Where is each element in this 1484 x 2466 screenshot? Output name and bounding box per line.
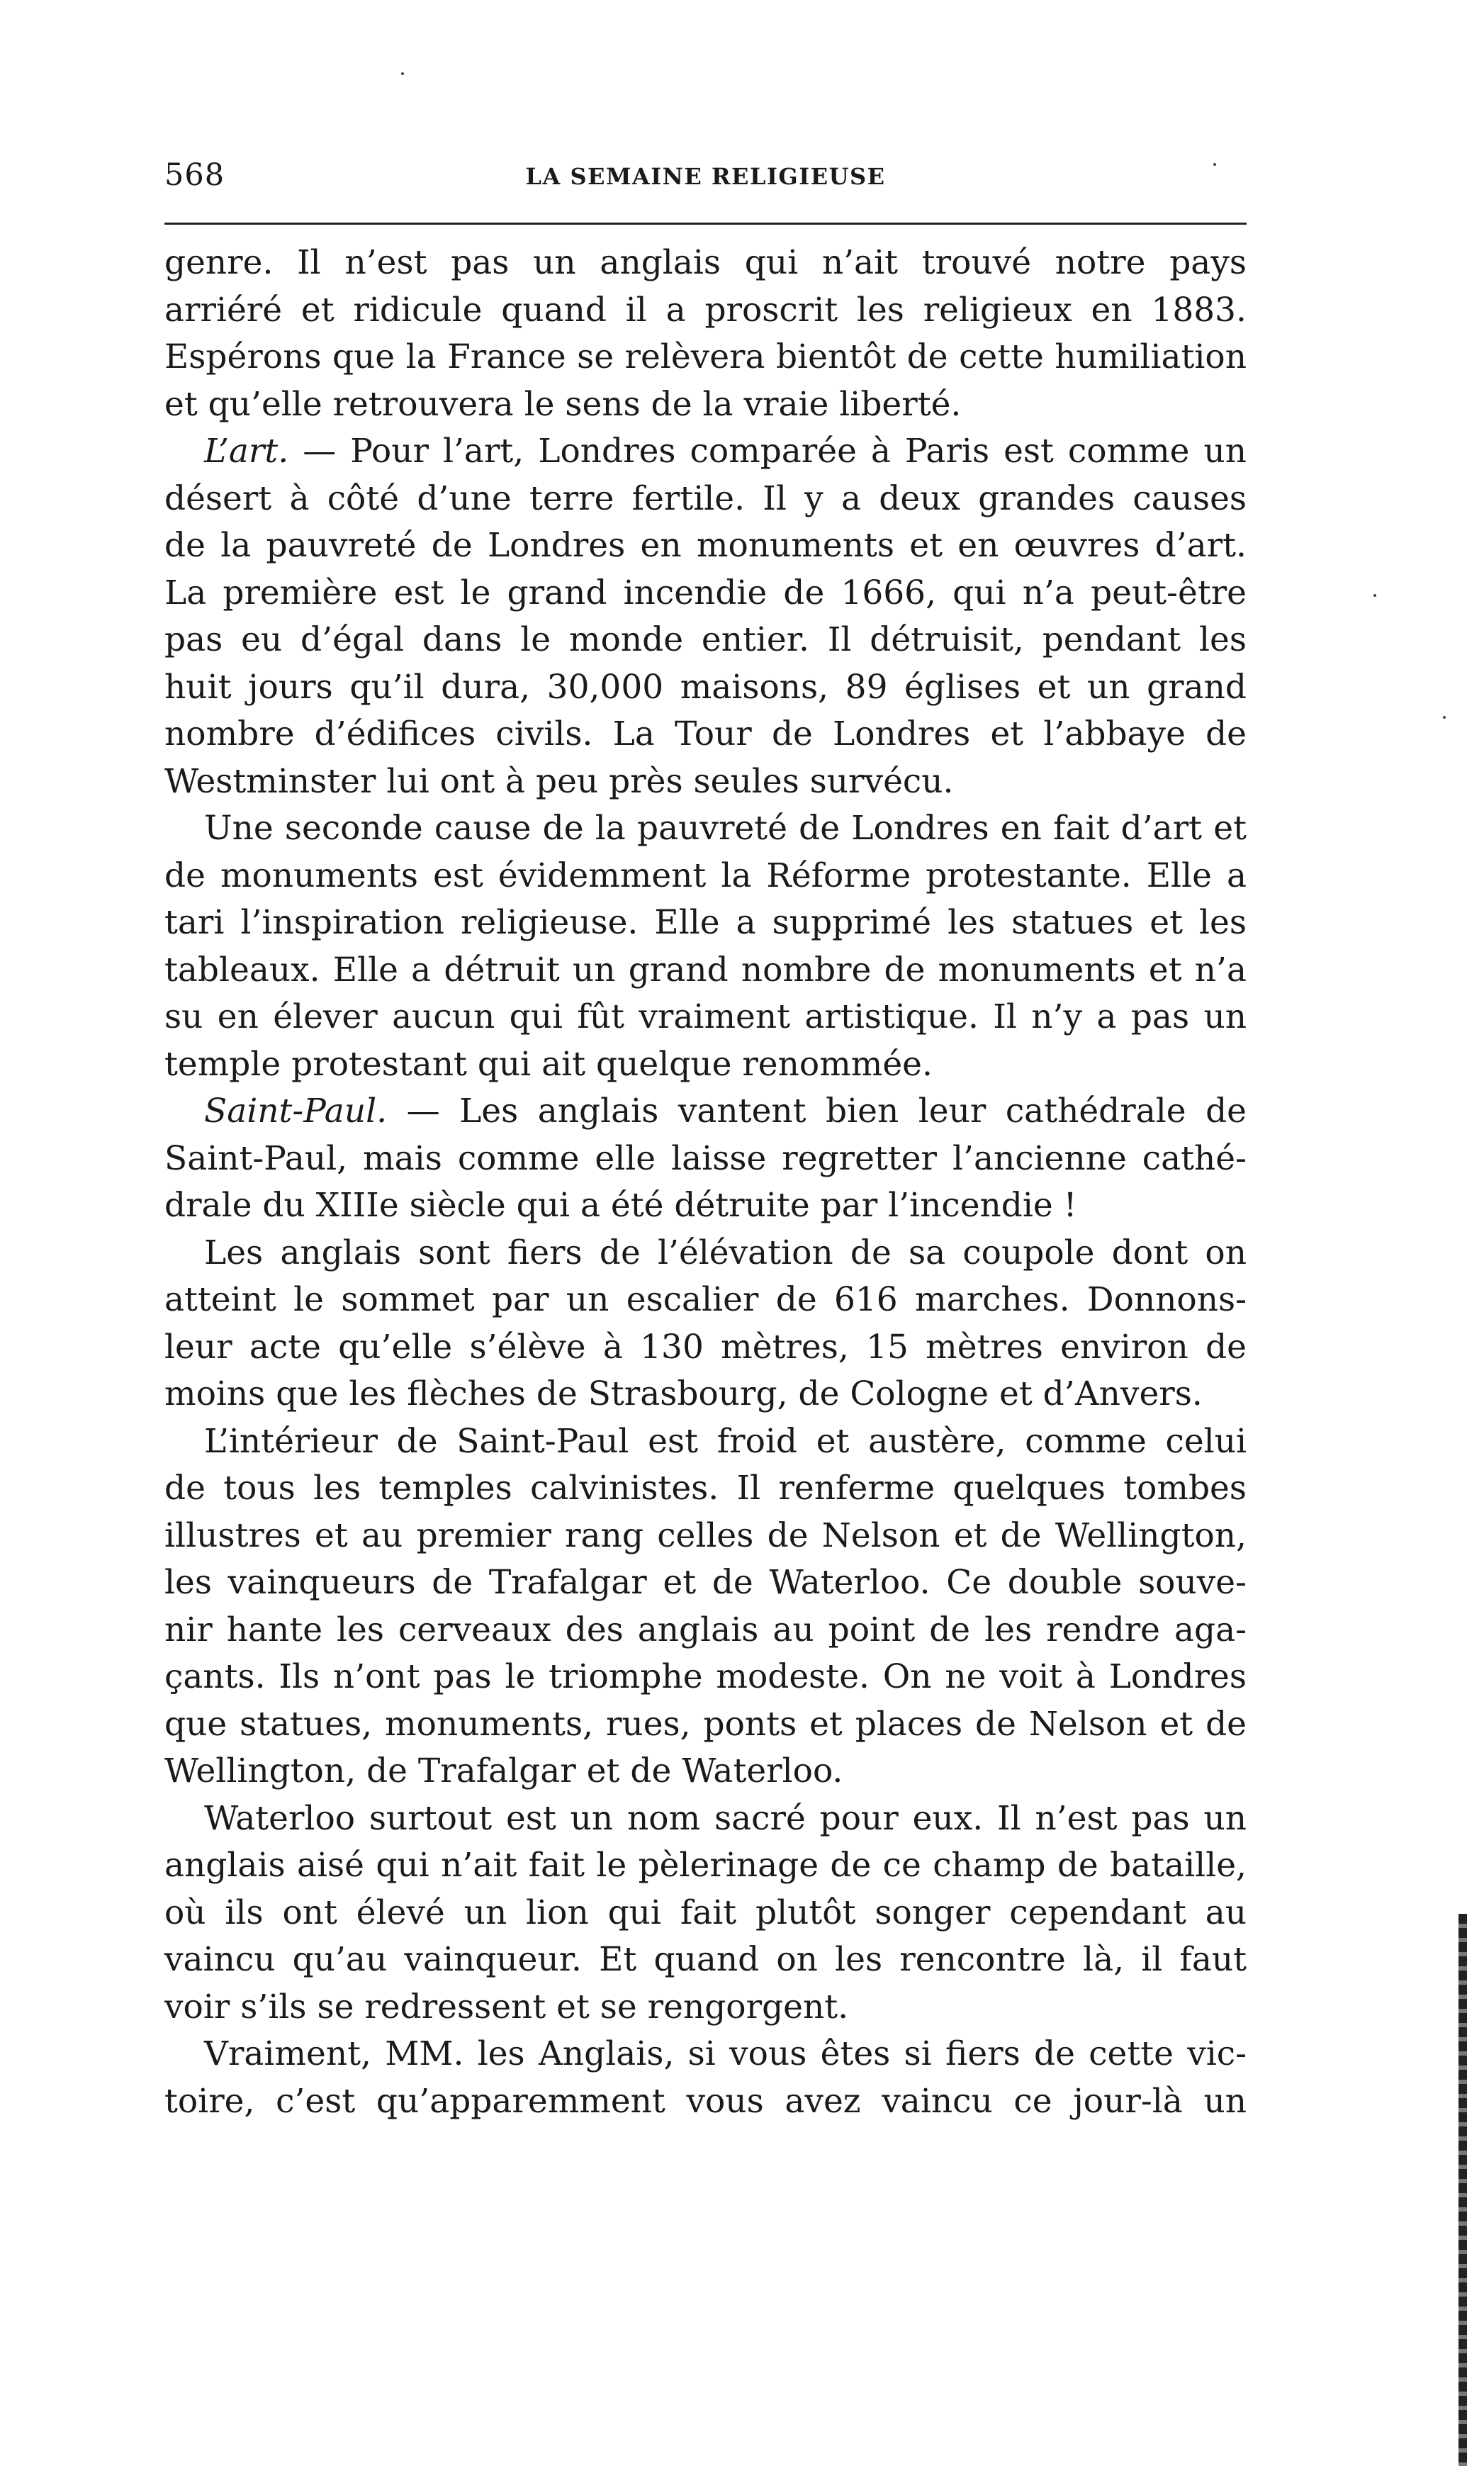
line-text: — Les anglais vantent bien leur cathédrale de [387, 1092, 1247, 1131]
text-line [164, 570, 1247, 617]
text-line [164, 1842, 1247, 1890]
scan-speck [1213, 163, 1216, 166]
page-number: 568 [164, 157, 225, 193]
line-text: désert à côté d’une terre fertile. Il y a deux grandes causes [164, 478, 1247, 518]
text-line [164, 1088, 1247, 1136]
line-text: de monuments est évidemment la Réforme protestante. Elle a [164, 856, 1247, 895]
section-label: Saint-Paul. [204, 1092, 388, 1131]
text-line [164, 617, 1247, 664]
line-text: Les anglais sont fiers de l’élévation de sa coupole dont on [204, 1233, 1247, 1272]
line-text: voir s’ils se redressent et se rengorgent. [164, 1987, 849, 2027]
line-text: toire, c’est qu’apparemment vous avez vaincu ce jour-là un [164, 2081, 1247, 2121]
text-line [164, 711, 1247, 758]
line-text: leur acte qu’elle s’élève à 130 mètres, 15 mètres environ de [164, 1327, 1247, 1367]
text-line [164, 805, 1247, 853]
scan-speck [1443, 716, 1446, 719]
line-text: vaincu qu’au vainqueur. Et quand on les rencontre là, il faut [164, 1940, 1247, 1979]
text-line [164, 522, 1247, 570]
text-line [164, 1041, 1247, 1089]
text-line [164, 947, 1247, 994]
line-text: nombre d’édifices civils. La Tour de Londres et l’abbaye de [164, 714, 1247, 753]
text-line [164, 1230, 1247, 1277]
text-line [164, 287, 1247, 335]
text-line [164, 994, 1247, 1041]
line-text: tableaux. Elle a détruit un grand nombre de monuments et n’a [164, 950, 1247, 990]
line-text: anglais aisé qui n’ait fait le pèlerinage de ce champ de bataille, [164, 1846, 1247, 1885]
section-label: L’art. [204, 432, 289, 471]
text-line [164, 1418, 1247, 1466]
text-line [164, 1277, 1247, 1324]
line-text: Waterloo surtout est un nom sacré pour eux. Il n’est pas un [204, 1798, 1247, 1838]
text-line [164, 1937, 1247, 1984]
text-line [164, 1748, 1247, 1795]
text-line [164, 1795, 1247, 1843]
scan-speck [401, 72, 404, 75]
text-line [164, 2078, 1247, 2126]
page-header [164, 157, 1247, 201]
line-text: de tous les temples calvinistes. Il renferme quelques tombes [164, 1469, 1247, 1508]
line-text: atteint le sommet par un escalier de 616 marches. Donnons- [164, 1280, 1247, 1319]
line-text: huit jours qu’il dura, 30,000 maisons, 89 églises et un grand [164, 667, 1247, 707]
text-line [164, 1465, 1247, 1513]
text-line [164, 428, 1247, 476]
text-line [164, 853, 1247, 900]
text-line [164, 1890, 1247, 1937]
line-text: drale du XIIIe siècle qui a été détruite par l’incendie ! [164, 1186, 1077, 1225]
text-line [164, 1324, 1247, 1372]
line-text: Westminster lui ont à peu près seules survécu. [164, 761, 954, 801]
text-line [164, 334, 1247, 381]
line-text: nir hante les cerveaux des anglais au point de les rendre aga- [164, 1610, 1247, 1649]
line-text: illustres et au premier rang celles de Nelson et de Wellington, [164, 1515, 1247, 1555]
text-line [164, 1701, 1247, 1749]
text-line [164, 381, 1247, 429]
text-line [164, 1371, 1247, 1418]
text-line [164, 1559, 1247, 1607]
line-text: où ils ont élevé un lion qui fait plutôt songer cependant au [164, 1893, 1247, 1932]
body-text [164, 240, 1247, 2125]
line-text: que statues, monuments, rues, ponts et places de Nelson et de [164, 1704, 1247, 1744]
line-text: Wellington, de Trafalgar et de Waterloo. [164, 1752, 843, 1790]
line-text: de la pauvreté de Londres en monuments et en œuvres d’art. [164, 526, 1247, 565]
text-line [164, 1607, 1247, 1654]
text-line [164, 1984, 1247, 2031]
text-line [164, 240, 1247, 287]
header-rule [164, 223, 1247, 225]
line-text: su en élever aucun qui fût vraiment artistique. Il n’y a pas un [164, 997, 1247, 1036]
line-text: Vraiment, MM. les Anglais, si vous êtes si fiers de cette vic- [204, 2034, 1247, 2073]
text-line [164, 1513, 1247, 1560]
line-text: — Pour l’art, Londres comparée à Paris est comme un [288, 432, 1247, 471]
line-text: Saint-Paul, mais comme elle laisse regretter l’ancienne cathé- [164, 1138, 1247, 1178]
line-text: Espérons que la France se relèvera bientôt de cette humiliation [164, 337, 1247, 376]
text-line [164, 899, 1247, 947]
scan-speck [1373, 594, 1376, 597]
text-line [164, 1654, 1247, 1701]
line-text: L’intérieur de Saint-Paul est froid et austère, comme celui [204, 1421, 1247, 1461]
line-text: genre. Il n’est pas un anglais qui n’ait trouvé notre pays [164, 243, 1247, 282]
text-line [164, 1182, 1247, 1230]
text-line [164, 2031, 1247, 2078]
line-text: les vainqueurs de Trafalgar et de Waterloo. Ce double souve- [164, 1563, 1247, 1602]
text-line [164, 476, 1247, 523]
line-text: pas eu d’égal dans le monde entier. Il détruisit, pendant les [164, 620, 1247, 659]
text-line [164, 758, 1247, 806]
line-text: arriéré et ridicule quand il a proscrit les religieux en 1883. [164, 290, 1247, 330]
line-text: et qu’elle retrouvera le sens de la vraie liberté. [164, 384, 962, 424]
running-title: LA SEMAINE RELIGIEUSE [525, 163, 886, 190]
line-text: çants. Ils n’ont pas le triomphe modeste. On ne voit à Londres [164, 1657, 1247, 1696]
page-edge-shadow [1458, 1914, 1467, 2466]
line-text: temple protestant qui ait quelque renommée. [164, 1044, 933, 1084]
text-line [164, 1136, 1247, 1183]
line-text: tari l’inspiration religieuse. Elle a supprimé les statues et les [164, 903, 1247, 942]
line-text: moins que les flèches de Strasbourg, de Cologne et d’Anvers. [164, 1374, 1203, 1413]
line-text: Une seconde cause de la pauvreté de Londres en fait d’art et [204, 809, 1247, 848]
text-line [164, 664, 1247, 712]
line-text: La première est le grand incendie de 1666, qui n’a peut-être [164, 573, 1247, 612]
